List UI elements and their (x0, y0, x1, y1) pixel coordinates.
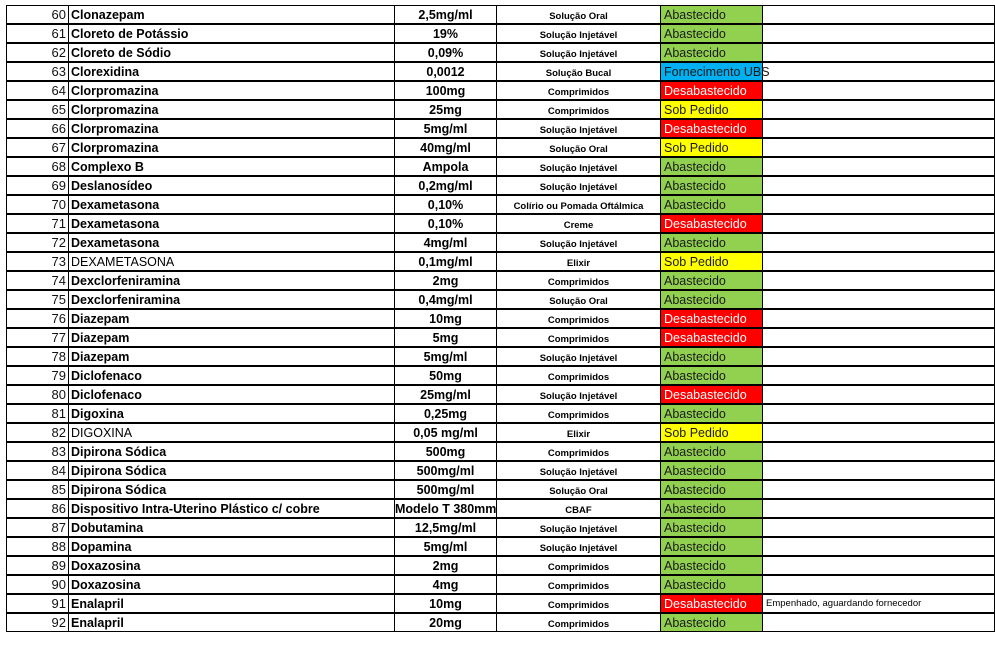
table-row (6, 385, 995, 404)
medication-name-cell[interactable]: Dexametasona (68, 214, 395, 233)
concentration-cell[interactable]: 2mg (395, 556, 497, 575)
stock-status-cell[interactable]: Abastecido (661, 176, 763, 195)
table-row (6, 24, 995, 43)
table-row (6, 81, 995, 100)
observation-cell[interactable]: Empenhado, aguardando fornecedor (763, 594, 995, 613)
row-number-cell[interactable]: 79 (6, 366, 68, 385)
concentration-cell[interactable]: 0,4mg/ml (395, 290, 497, 309)
medication-name-cell[interactable]: Enalapril (68, 594, 395, 613)
stock-status-cell[interactable]: Fornecimento UBS (661, 62, 763, 81)
observation-cell[interactable] (763, 328, 995, 347)
observation-cell[interactable] (763, 613, 995, 632)
table-row (6, 176, 995, 195)
observation-cell[interactable] (763, 442, 995, 461)
table-row (6, 62, 995, 81)
concentration-cell[interactable]: 25mg (395, 100, 497, 119)
table-row (6, 404, 995, 423)
dosage-form-cell[interactable]: Comprimidos (497, 271, 661, 290)
stock-status-cell[interactable]: Abastecido (661, 195, 763, 214)
dosage-form-cell[interactable]: Comprimidos (497, 404, 661, 423)
observation-cell[interactable] (763, 385, 995, 404)
medication-name-cell[interactable]: Cloreto de Sódio (68, 43, 395, 62)
medication-name-cell[interactable]: Digoxina (68, 404, 395, 423)
table-row (6, 138, 995, 157)
dosage-form-cell[interactable]: Comprimidos (497, 309, 661, 328)
row-number-cell[interactable]: 68 (6, 157, 68, 176)
concentration-cell[interactable]: 100mg (395, 81, 497, 100)
row-number-cell[interactable]: 92 (6, 613, 68, 632)
row-number-cell[interactable]: 89 (6, 556, 68, 575)
row-number-cell[interactable]: 60 (6, 5, 68, 24)
dosage-form-cell[interactable]: Solução Injetável (497, 347, 661, 366)
row-number-cell[interactable]: 77 (6, 328, 68, 347)
table-row (6, 537, 995, 556)
observation-cell[interactable] (763, 214, 995, 233)
row-number-cell[interactable]: 82 (6, 423, 68, 442)
table-row (6, 119, 995, 138)
row-number-cell[interactable]: 85 (6, 480, 68, 499)
dosage-form-cell[interactable]: Comprimidos (497, 556, 661, 575)
table-row (6, 556, 995, 575)
stock-status-cell[interactable]: Abastecido (661, 404, 763, 423)
medication-name-cell[interactable]: Dexclorfeniramina (68, 271, 395, 290)
medication-name-cell[interactable]: Diazepam (68, 347, 395, 366)
medication-name-cell[interactable]: Diclofenaco (68, 385, 395, 404)
row-number-cell[interactable]: 74 (6, 271, 68, 290)
table-row (6, 499, 995, 518)
medication-name-cell[interactable]: Dipirona Sódica (68, 480, 395, 499)
stock-status-cell[interactable]: Abastecido (661, 461, 763, 480)
table-row (6, 214, 995, 233)
observation-cell[interactable] (763, 461, 995, 480)
concentration-cell[interactable]: 5mg/ml (395, 347, 497, 366)
concentration-cell[interactable]: 50mg (395, 366, 497, 385)
dosage-form-cell[interactable]: Comprimidos (497, 328, 661, 347)
table-row (6, 100, 995, 119)
medication-name-cell[interactable]: Cloreto de Potássio (68, 24, 395, 43)
dosage-form-cell[interactable]: Solução Injetável (497, 461, 661, 480)
observation-cell[interactable] (763, 43, 995, 62)
dosage-form-cell[interactable]: Solução Bucal (497, 62, 661, 81)
table-row (6, 252, 995, 271)
table-row (6, 594, 995, 613)
dosage-form-cell[interactable]: Colírio ou Pomada Oftálmica (497, 195, 661, 214)
stock-status-cell[interactable]: Sob Pedido (661, 252, 763, 271)
stock-status-cell[interactable]: Sob Pedido (661, 100, 763, 119)
observation-cell[interactable] (763, 138, 995, 157)
dosage-form-cell[interactable]: Solução Injetável (497, 157, 661, 176)
concentration-cell[interactable]: 0,2mg/ml (395, 176, 497, 195)
dosage-form-cell[interactable]: Comprimidos (497, 613, 661, 632)
concentration-cell[interactable]: 0,09% (395, 43, 497, 62)
stock-status-cell[interactable]: Sob Pedido (661, 138, 763, 157)
medication-name-cell[interactable]: Clonazepam (68, 5, 395, 24)
row-number-cell[interactable]: 73 (6, 252, 68, 271)
medication-name-cell[interactable]: Diazepam (68, 309, 395, 328)
medication-name-cell[interactable]: Dipirona Sódica (68, 461, 395, 480)
concentration-cell[interactable]: 500mg/ml (395, 461, 497, 480)
dosage-form-cell[interactable]: Solução Oral (497, 5, 661, 24)
dosage-form-cell[interactable]: Elixir (497, 423, 661, 442)
row-number-cell[interactable]: 70 (6, 195, 68, 214)
medication-name-cell[interactable]: Clorpromazina (68, 119, 395, 138)
dosage-form-cell[interactable]: Solução Injetável (497, 24, 661, 43)
table-row (6, 309, 995, 328)
stock-status-cell[interactable]: Abastecido (661, 233, 763, 252)
dosage-form-cell[interactable]: Solução Injetável (497, 537, 661, 556)
stock-status-cell[interactable]: Abastecido (661, 43, 763, 62)
row-number-cell[interactable]: 62 (6, 43, 68, 62)
concentration-cell[interactable]: 5mg/ml (395, 537, 497, 556)
table-row (6, 442, 995, 461)
medication-name-cell[interactable]: Dobutamina (68, 518, 395, 537)
observation-cell[interactable] (763, 404, 995, 423)
observation-cell[interactable] (763, 233, 995, 252)
stock-status-cell[interactable]: Abastecido (661, 271, 763, 290)
dosage-form-cell[interactable]: Solução Injetável (497, 518, 661, 537)
dosage-form-cell[interactable]: Comprimidos (497, 100, 661, 119)
dosage-form-cell[interactable]: Solução Oral (497, 290, 661, 309)
concentration-cell[interactable]: Ampola (395, 157, 497, 176)
medication-name-cell[interactable]: DEXAMETASONA (68, 252, 395, 271)
observation-cell[interactable] (763, 252, 995, 271)
stock-status-cell[interactable]: Desabastecido (661, 119, 763, 138)
row-number-cell[interactable]: 83 (6, 442, 68, 461)
stock-status-cell[interactable]: Abastecido (661, 556, 763, 575)
concentration-cell[interactable]: 0,10% (395, 214, 497, 233)
stock-status-cell[interactable]: Desabastecido (661, 309, 763, 328)
dosage-form-cell[interactable]: Solução Injetável (497, 176, 661, 195)
observation-cell[interactable] (763, 366, 995, 385)
stock-status-cell[interactable]: Abastecido (661, 157, 763, 176)
row-number-cell[interactable]: 65 (6, 100, 68, 119)
table-row (6, 271, 995, 290)
stock-status-cell[interactable]: Desabastecido (661, 214, 763, 233)
concentration-cell[interactable]: 25mg/ml (395, 385, 497, 404)
table-row (6, 5, 995, 24)
table-row (6, 157, 995, 176)
concentration-cell[interactable]: 2mg (395, 271, 497, 290)
observation-cell[interactable] (763, 157, 995, 176)
medication-name-cell[interactable]: DIGOXINA (68, 423, 395, 442)
medication-name-cell[interactable]: Clorpromazina (68, 81, 395, 100)
dosage-form-cell[interactable]: Elixir (497, 252, 661, 271)
table-row (6, 423, 995, 442)
observation-cell[interactable] (763, 423, 995, 442)
medication-name-cell[interactable]: Diazepam (68, 328, 395, 347)
observation-cell[interactable] (763, 290, 995, 309)
medication-name-cell[interactable]: Dexametasona (68, 195, 395, 214)
concentration-cell[interactable]: 5mg/ml (395, 119, 497, 138)
row-number-cell[interactable]: 61 (6, 24, 68, 43)
stock-status-cell[interactable]: Abastecido (661, 5, 763, 24)
stock-status-cell[interactable]: Desabastecido (661, 385, 763, 404)
dosage-form-cell[interactable]: Solução Oral (497, 480, 661, 499)
dosage-form-cell[interactable]: Solução Injetável (497, 385, 661, 404)
observation-cell[interactable] (763, 5, 995, 24)
concentration-cell[interactable]: 0,0012 (395, 62, 497, 81)
concentration-cell[interactable]: 4mg/ml (395, 233, 497, 252)
observation-cell[interactable] (763, 309, 995, 328)
row-number-cell[interactable]: 75 (6, 290, 68, 309)
table-row (6, 575, 995, 594)
concentration-cell[interactable]: 0,25mg (395, 404, 497, 423)
dosage-form-cell[interactable]: Comprimidos (497, 575, 661, 594)
concentration-cell[interactable]: 40mg/ml (395, 138, 497, 157)
medication-name-cell[interactable]: Dispositivo Intra-Uterino Plástico c/ cobre (68, 499, 395, 518)
row-number-cell[interactable]: 76 (6, 309, 68, 328)
dosage-form-cell[interactable]: Comprimidos (497, 442, 661, 461)
observation-cell[interactable] (763, 518, 995, 537)
stock-status-cell[interactable]: Abastecido (661, 537, 763, 556)
concentration-cell[interactable]: 20mg (395, 613, 497, 632)
stock-status-cell[interactable]: Abastecido (661, 480, 763, 499)
stock-status-cell[interactable]: Abastecido (661, 518, 763, 537)
medication-name-cell[interactable]: Clorpromazina (68, 100, 395, 119)
row-number-cell[interactable]: 84 (6, 461, 68, 480)
row-number-cell[interactable]: 80 (6, 385, 68, 404)
stock-status-cell[interactable]: Desabastecido (661, 81, 763, 100)
table-row (6, 518, 995, 537)
medication-name-cell[interactable]: Diclofenaco (68, 366, 395, 385)
observation-cell[interactable] (763, 480, 995, 499)
row-number-cell[interactable]: 78 (6, 347, 68, 366)
medication-name-cell[interactable]: Dopamina (68, 537, 395, 556)
table-row (6, 347, 995, 366)
observation-cell[interactable] (763, 347, 995, 366)
row-number-cell[interactable]: 81 (6, 404, 68, 423)
row-number-cell[interactable]: 91 (6, 594, 68, 613)
stock-status-cell[interactable]: Desabastecido (661, 328, 763, 347)
dosage-form-cell[interactable]: Comprimidos (497, 594, 661, 613)
medication-name-cell[interactable]: Deslanosídeo (68, 176, 395, 195)
concentration-cell[interactable]: 0,1mg/ml (395, 252, 497, 271)
observation-cell[interactable] (763, 499, 995, 518)
stock-status-cell[interactable]: Abastecido (661, 442, 763, 461)
concentration-cell[interactable]: 5mg (395, 328, 497, 347)
medication-name-cell[interactable]: Dexametasona (68, 233, 395, 252)
row-number-cell[interactable]: 90 (6, 575, 68, 594)
row-number-cell[interactable]: 88 (6, 537, 68, 556)
concentration-cell[interactable]: 19% (395, 24, 497, 43)
stock-status-cell[interactable]: Sob Pedido (661, 423, 763, 442)
stock-status-cell[interactable]: Abastecido (661, 575, 763, 594)
table-row (6, 290, 995, 309)
observation-cell[interactable] (763, 24, 995, 43)
table-row (6, 613, 995, 632)
table-row (6, 480, 995, 499)
concentration-cell[interactable]: Modelo T 380mm (395, 499, 497, 518)
concentration-cell[interactable]: 2,5mg/ml (395, 5, 497, 24)
concentration-cell[interactable]: 12,5mg/ml (395, 518, 497, 537)
dosage-form-cell[interactable]: Solução Injetável (497, 119, 661, 138)
observation-cell[interactable] (763, 176, 995, 195)
concentration-cell[interactable]: 10mg (395, 594, 497, 613)
row-number-cell[interactable]: 63 (6, 62, 68, 81)
stock-status-cell[interactable]: Abastecido (661, 366, 763, 385)
medication-name-cell[interactable]: Clorexidina (68, 62, 395, 81)
observation-cell[interactable] (763, 271, 995, 290)
observation-cell[interactable] (763, 537, 995, 556)
observation-cell[interactable] (763, 556, 995, 575)
row-number-cell[interactable]: 67 (6, 138, 68, 157)
table-row (6, 43, 995, 62)
concentration-cell[interactable]: 0,10% (395, 195, 497, 214)
dosage-form-cell[interactable]: Solução Oral (497, 138, 661, 157)
row-number-cell[interactable]: 66 (6, 119, 68, 138)
row-number-cell[interactable]: 86 (6, 499, 68, 518)
concentration-cell[interactable]: 0,05 mg/ml (395, 423, 497, 442)
stock-status-cell[interactable]: Abastecido (661, 24, 763, 43)
stock-status-cell[interactable]: Abastecido (661, 613, 763, 632)
medication-name-cell[interactable]: Doxazosina (68, 556, 395, 575)
medication-name-cell[interactable]: Doxazosina (68, 575, 395, 594)
medication-name-cell[interactable]: Dipirona Sódica (68, 442, 395, 461)
dosage-form-cell[interactable]: Comprimidos (497, 81, 661, 100)
stock-status-cell[interactable]: Desabastecido (661, 594, 763, 613)
row-number-cell[interactable]: 64 (6, 81, 68, 100)
table-row (6, 461, 995, 480)
concentration-cell[interactable]: 500mg/ml (395, 480, 497, 499)
table-row (6, 233, 995, 252)
medication-name-cell[interactable]: Enalapril (68, 613, 395, 632)
observation-cell[interactable] (763, 119, 995, 138)
stock-status-cell[interactable]: Abastecido (661, 347, 763, 366)
dosage-form-cell[interactable]: Creme (497, 214, 661, 233)
row-number-cell[interactable]: 87 (6, 518, 68, 537)
observation-cell[interactable] (763, 100, 995, 119)
medication-name-cell[interactable]: Clorpromazina (68, 138, 395, 157)
row-number-cell[interactable]: 69 (6, 176, 68, 195)
concentration-cell[interactable]: 10mg (395, 309, 497, 328)
medication-name-cell[interactable]: Complexo B (68, 157, 395, 176)
observation-cell[interactable] (763, 81, 995, 100)
stock-status-cell[interactable]: Abastecido (661, 499, 763, 518)
table-row (6, 328, 995, 347)
row-number-cell[interactable]: 71 (6, 214, 68, 233)
stock-status-cell[interactable]: Abastecido (661, 290, 763, 309)
row-number-cell[interactable]: 72 (6, 233, 68, 252)
observation-cell[interactable] (763, 575, 995, 594)
table-row (6, 366, 995, 385)
dosage-form-cell[interactable]: Solução Injetável (497, 43, 661, 62)
observation-cell[interactable] (763, 62, 995, 81)
concentration-cell[interactable]: 4mg (395, 575, 497, 594)
dosage-form-cell[interactable]: Comprimidos (497, 366, 661, 385)
concentration-cell[interactable]: 500mg (395, 442, 497, 461)
table-row (6, 195, 995, 214)
medication-name-cell[interactable]: Dexclorfeniramina (68, 290, 395, 309)
dosage-form-cell[interactable]: Solução Injetável (497, 233, 661, 252)
observation-cell[interactable] (763, 195, 995, 214)
dosage-form-cell[interactable]: CBAF (497, 499, 661, 518)
